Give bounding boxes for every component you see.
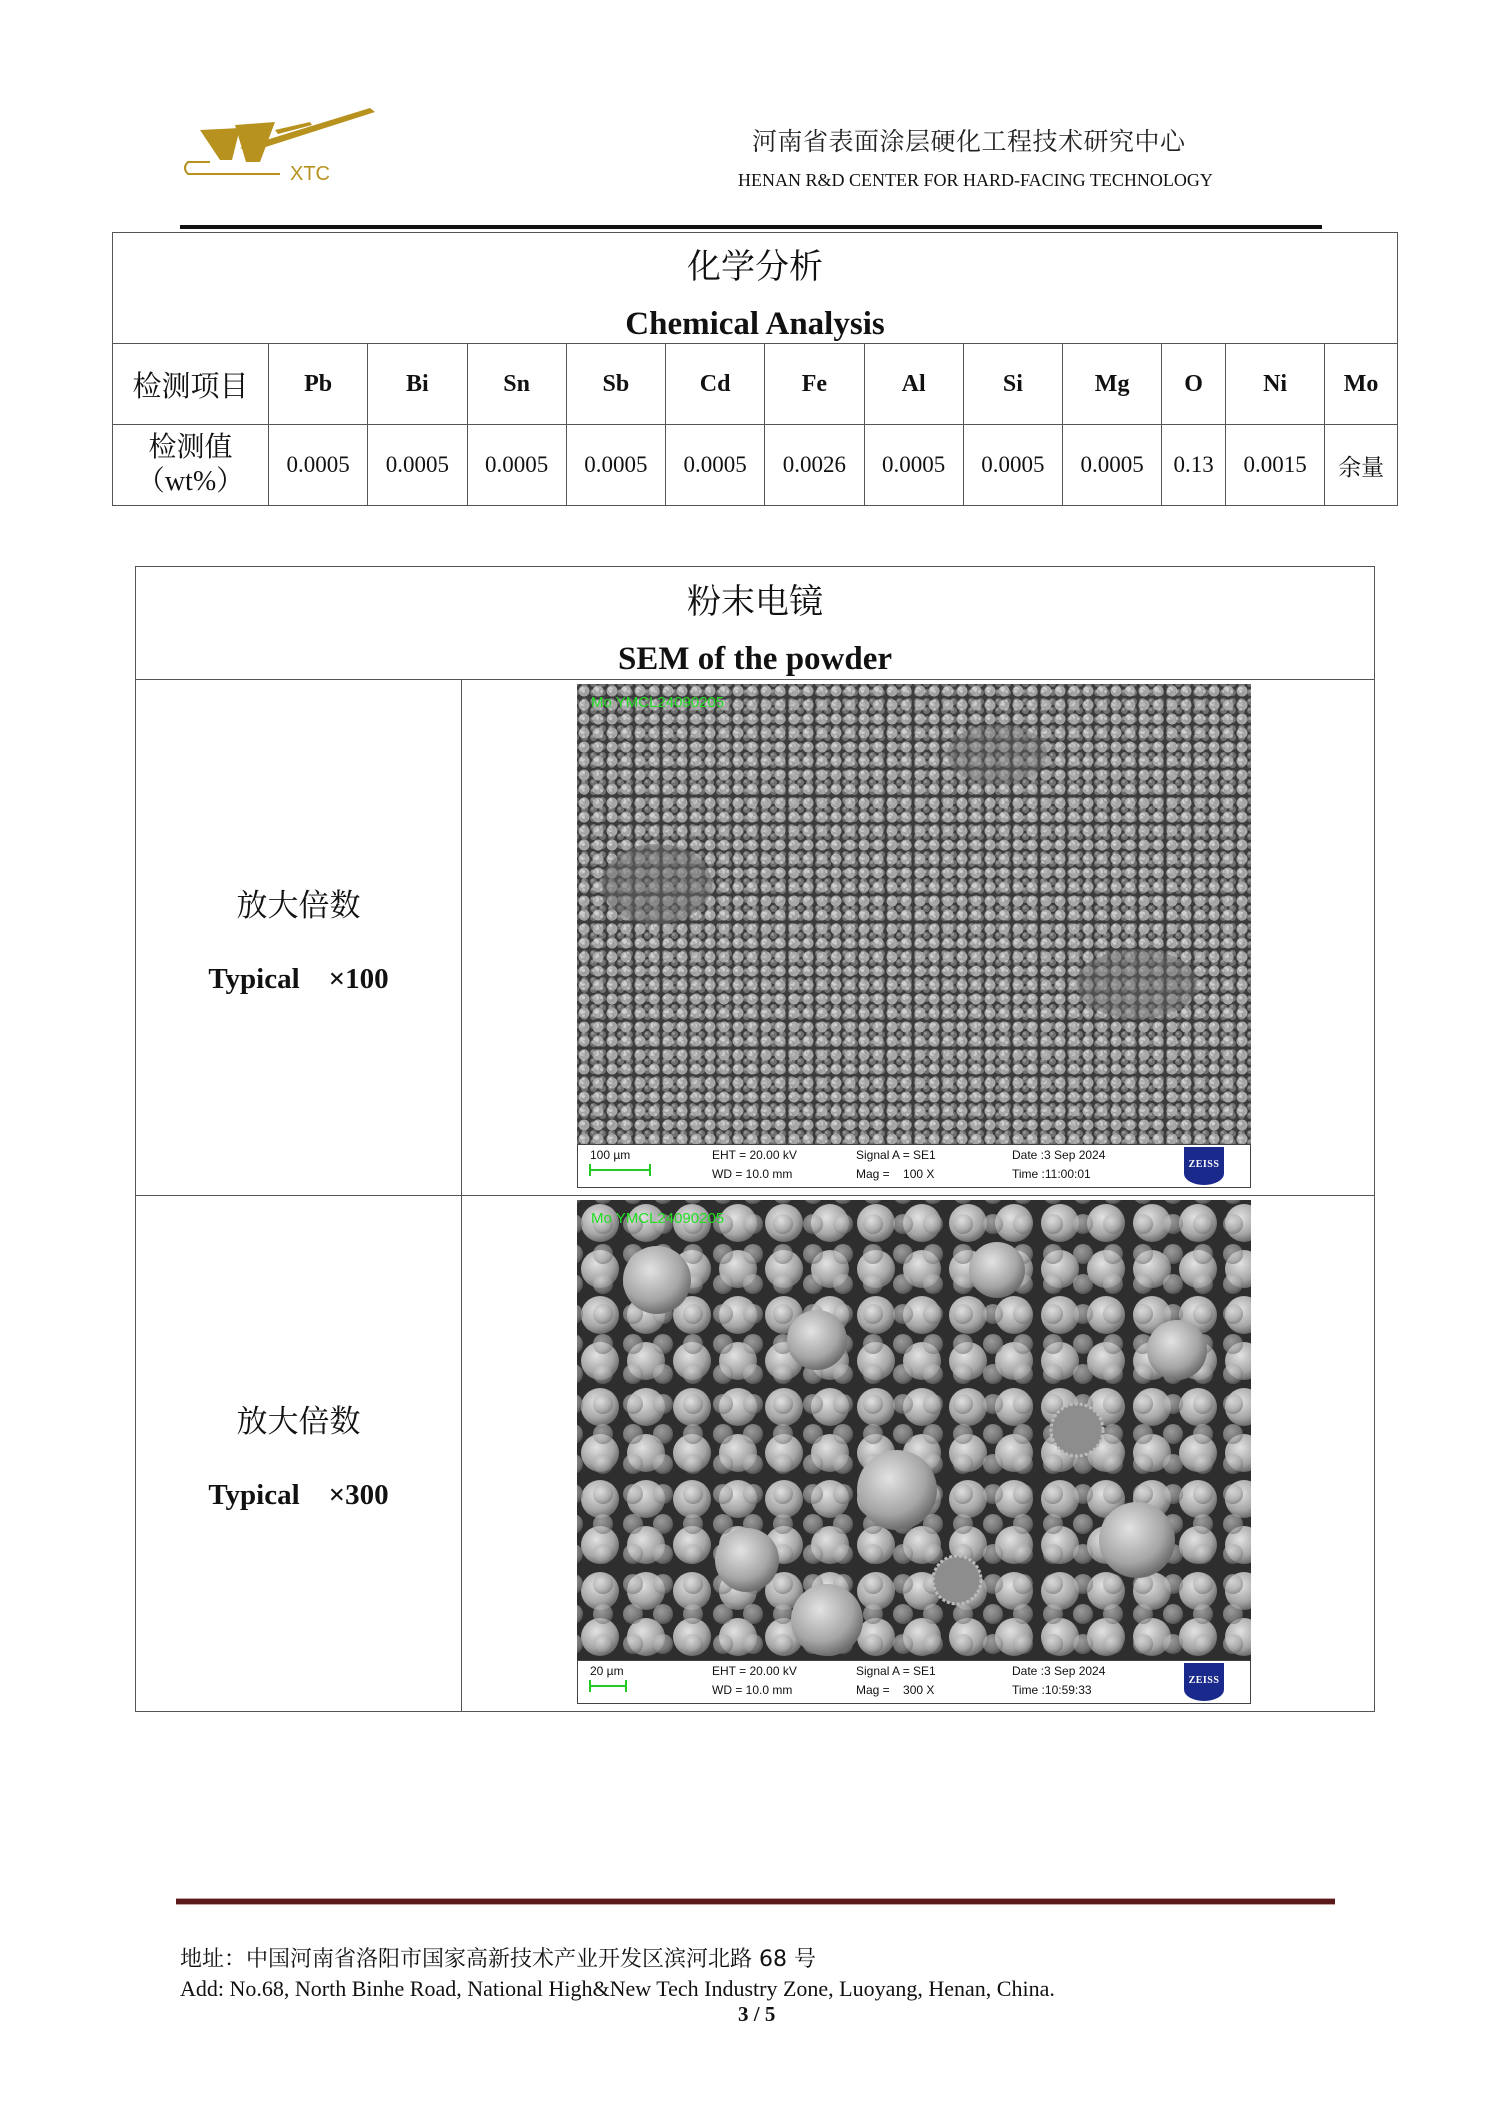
sem-table <box>135 566 1375 1712</box>
zeiss-logo: ZEISS <box>1184 1663 1224 1701</box>
magnification-label: 放大倍数 Typical ×300 <box>136 1196 462 1712</box>
scale-bar <box>590 1169 650 1171</box>
element-value-row <box>113 425 1398 506</box>
sem-image-cell <box>462 1196 1375 1712</box>
zeiss-logo: ZEISS <box>1184 1147 1224 1185</box>
address-en: Add: No.68, North Binhe Road, National High&New Tech Industry Zone, Luoyang, Henan, China. <box>180 1976 1055 2001</box>
element-value: 0.0005 <box>467 425 566 506</box>
page-number: 3 / 5 <box>738 2002 776 2026</box>
element-value: 0.0005 <box>666 425 765 506</box>
element-header: Sb <box>566 344 665 425</box>
element-value: 0.13 <box>1162 425 1226 506</box>
sem-row-300x <box>136 1196 1375 1712</box>
org-name-en: HENAN R&D CENTER FOR HARD-FACING TECHNOLOGY <box>738 170 1213 190</box>
chemical-analysis-table <box>112 232 1398 506</box>
row-label-value: 检测值 （wt%） <box>113 425 269 506</box>
element-header: Cd <box>666 344 765 425</box>
sample-id: Mo YMCL24090205 <box>591 1210 725 1227</box>
element-value: 0.0005 <box>1063 425 1162 506</box>
scale-bar <box>590 1685 626 1687</box>
element-value: 0.0005 <box>368 425 467 506</box>
element-header: Fe <box>765 344 864 425</box>
element-header: Sn <box>467 344 566 425</box>
element-header: Mg <box>1063 344 1162 425</box>
element-header: Mo <box>1325 344 1398 425</box>
address-cn: 地址：中国河南省洛阳市国家高新技术产业开发区滨河北路 68 号 <box>180 1947 816 1972</box>
powder-micrograph <box>577 684 1251 1144</box>
xtc-logo <box>180 100 380 190</box>
element-header: Bi <box>368 344 467 425</box>
chemical-analysis-title: 化学分析 Chemical Analysis <box>113 233 1398 344</box>
element-value: 0.0005 <box>963 425 1062 506</box>
element-header: Si <box>963 344 1062 425</box>
sem-title: 粉末电镜 SEM of the powder <box>136 567 1375 680</box>
sem-image-cell <box>462 680 1375 1196</box>
sample-id: Mo YMCL24090205 <box>591 694 725 711</box>
scale-label: 20 µm <box>590 1664 624 1678</box>
element-value: 0.0015 <box>1225 425 1324 506</box>
sem-data-bar: 100 µm EHT = 20.00 kV WD = 10.0 mm Signal A = SE1 Mag = 100 X Date :3 Sep 2024 Time :11:00:01 ZEISS <box>577 1144 1251 1188</box>
element-header: Pb <box>269 344 368 425</box>
element-header: Al <box>864 344 963 425</box>
element-value: 0.0005 <box>864 425 963 506</box>
footer-rule <box>176 1898 1335 1905</box>
org-name-cn: 河南省表面涂层硬化工程技术研究中心 <box>752 129 1186 156</box>
sem-image-100x <box>577 684 1251 1188</box>
logo-text: XTC <box>290 163 330 185</box>
sem-row-100x <box>136 680 1375 1196</box>
scale-label: 100 µm <box>590 1148 631 1162</box>
row-label-item: 检测项目 <box>113 344 269 425</box>
element-value: 0.0026 <box>765 425 864 506</box>
magnification-label: 放大倍数 Typical ×100 <box>136 680 462 1196</box>
element-header-row <box>113 344 1398 425</box>
header-rule <box>180 225 1322 229</box>
sem-data-bar: 20 µm EHT = 20.00 kV WD = 10.0 mm Signal A = SE1 Mag = 300 X Date :3 Sep 2024 Time :10:59:33 ZEISS <box>577 1660 1251 1704</box>
sem-image-300x <box>577 1200 1251 1704</box>
element-header: O <box>1162 344 1226 425</box>
element-value: 0.0005 <box>566 425 665 506</box>
element-header: Ni <box>1225 344 1324 425</box>
element-value: 余量 <box>1325 425 1398 506</box>
element-value: 0.0005 <box>269 425 368 506</box>
powder-micrograph <box>577 1200 1251 1660</box>
